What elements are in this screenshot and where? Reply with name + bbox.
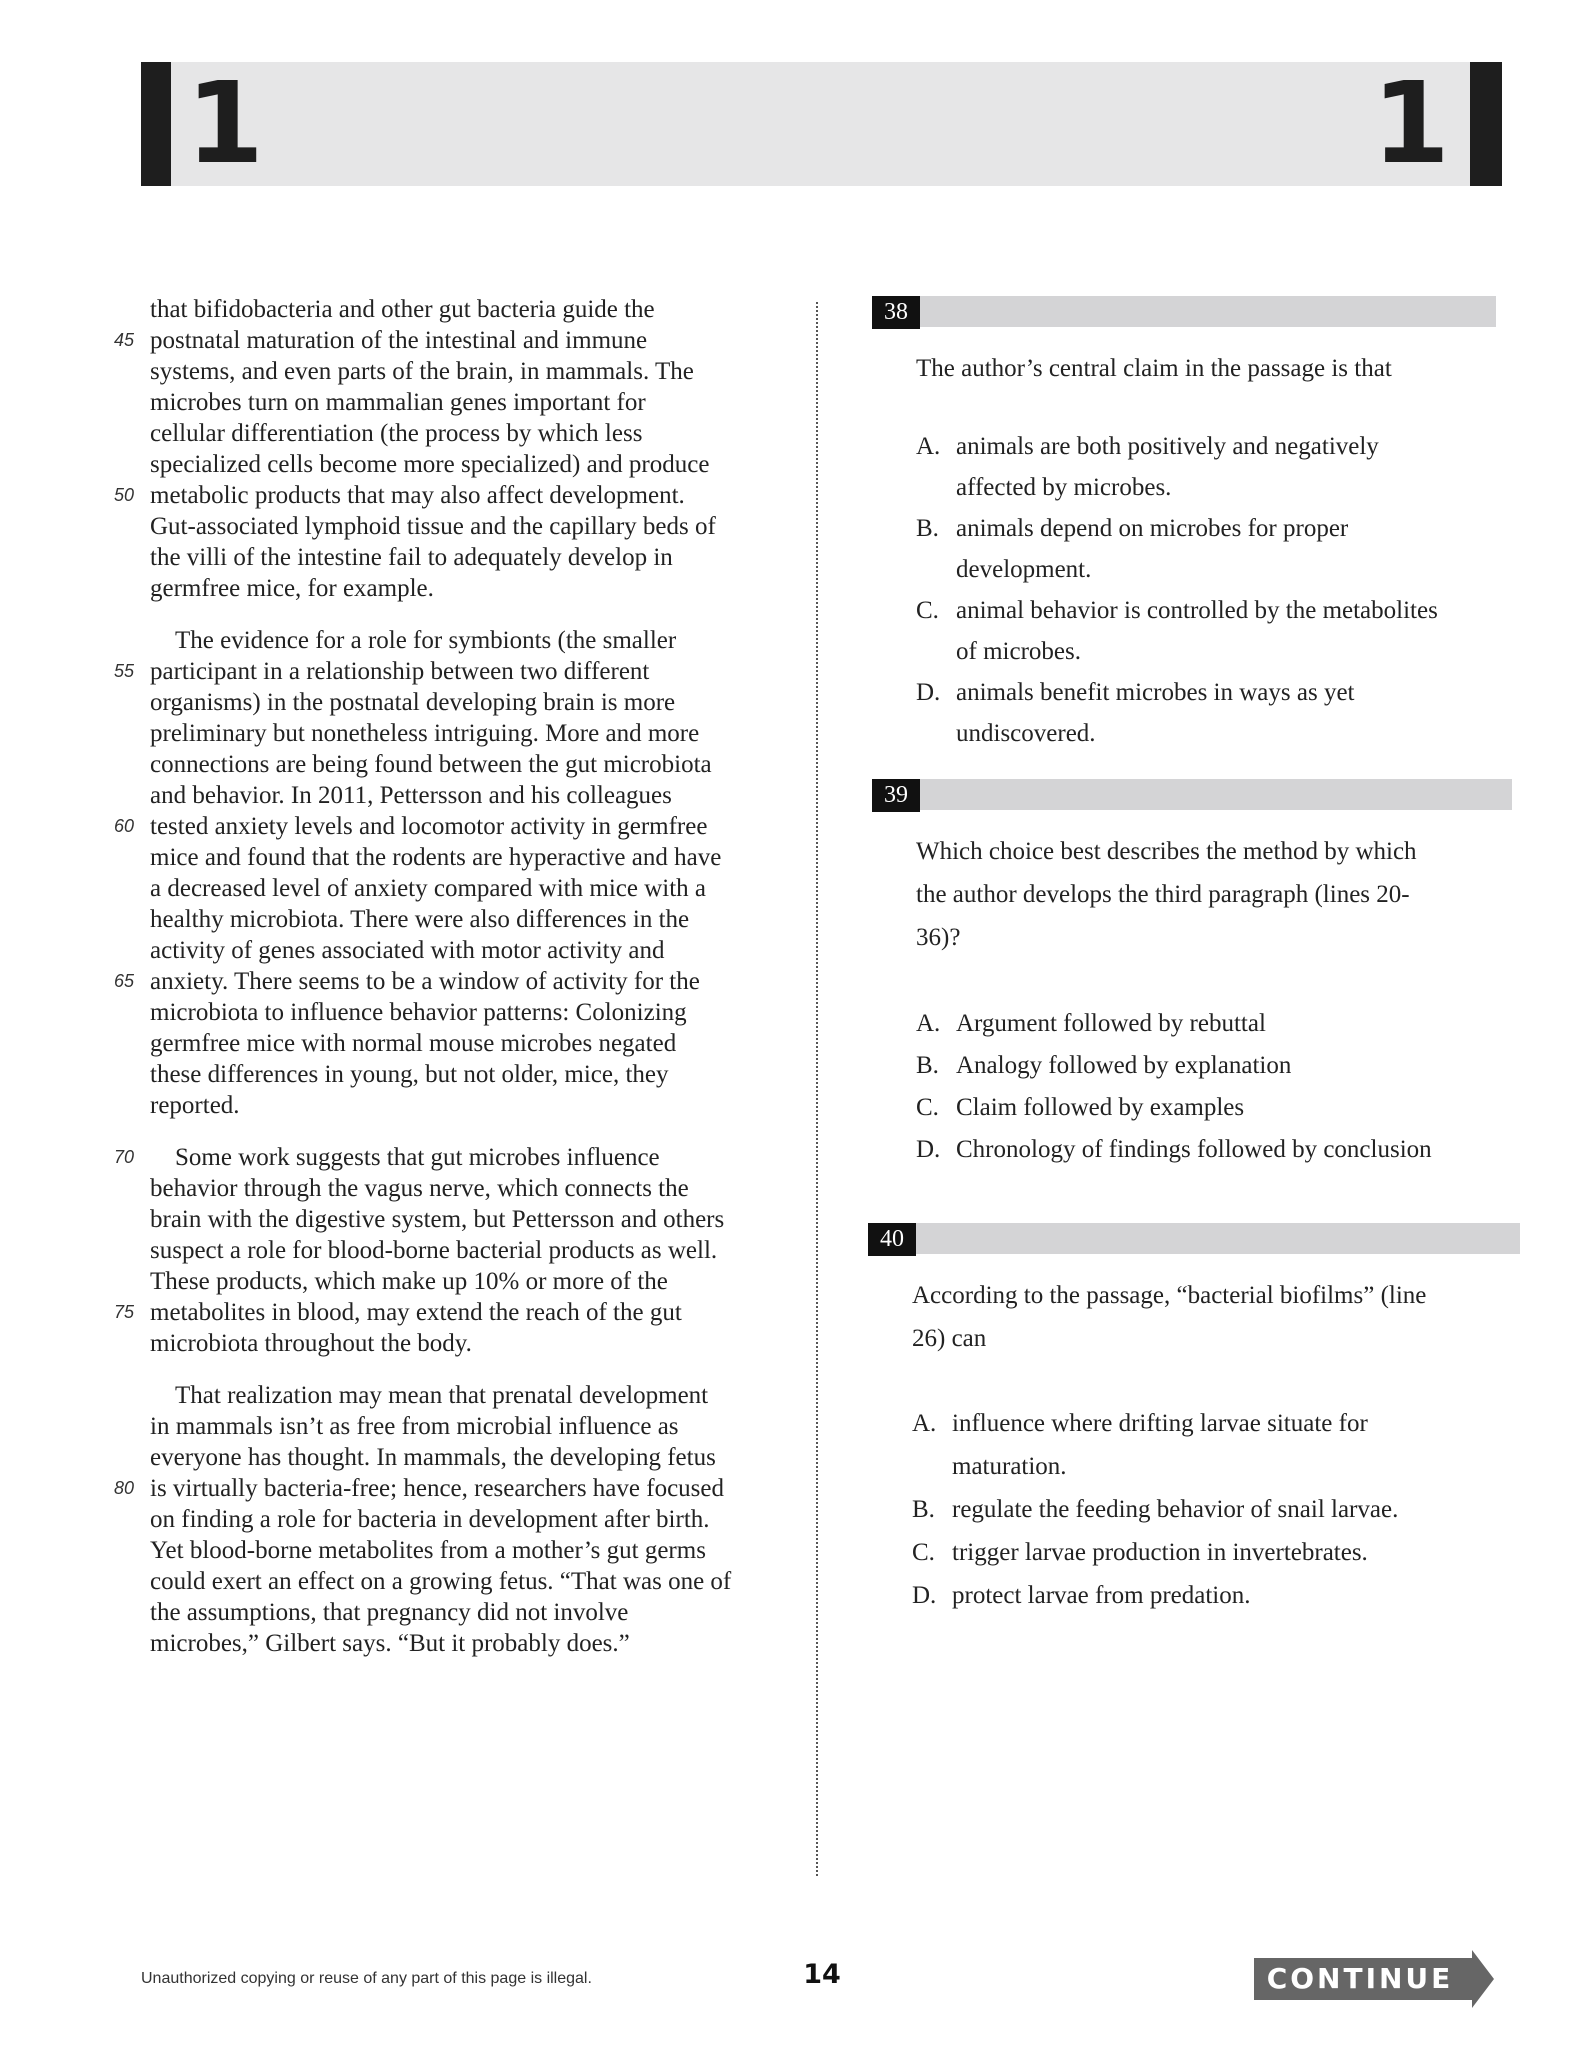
passage-paragraph — [114, 1380, 790, 1659]
line-text: in mammals isn’t as free from microbial influence as — [150, 1413, 679, 1440]
choice-text-line: Analogy followed by explanation — [956, 1052, 1292, 1079]
choice-text-line: protect larvae from predation. — [952, 1582, 1251, 1609]
passage-line — [150, 573, 790, 604]
passage-line — [150, 1380, 790, 1411]
line-text: the assumptions, that pregnancy did not involve — [150, 1599, 629, 1626]
answer-choice-c[interactable] — [916, 590, 1496, 672]
choice-text-line: animals depend on microbes for proper — [956, 515, 1349, 542]
passage-line — [150, 1059, 790, 1090]
line-text: everyone has thought. In mammals, the developing fetus — [150, 1444, 716, 1471]
choice-text-line: regulate the feeding behavior of snail larvae. — [952, 1496, 1399, 1523]
choice-letter: A. — [916, 1010, 941, 1037]
passage-line — [114, 656, 790, 687]
choice-letter: D. — [916, 679, 941, 706]
passage-line — [150, 1597, 790, 1628]
passage-line — [114, 1473, 790, 1504]
line-number: 60 — [114, 816, 135, 836]
passage-line — [150, 625, 790, 656]
choice-letter: A. — [916, 433, 941, 460]
passage-line — [150, 1090, 790, 1121]
line-number: 80 — [114, 1478, 135, 1498]
line-number: 75 — [114, 1302, 135, 1322]
answer-choice-b[interactable] — [912, 1488, 1520, 1531]
line-text: reported. — [150, 1092, 240, 1119]
passage-line — [150, 1566, 790, 1597]
copyright-notice: Unauthorized copying or reuse of any part of this page is illegal. — [141, 1970, 592, 1987]
line-number: 70 — [114, 1147, 135, 1167]
passage-line — [150, 1235, 790, 1266]
line-text: tested anxiety levels and locomotor activity in germfree — [150, 813, 708, 840]
line-text: microbes turn on mammalian genes important for — [150, 389, 646, 416]
line-number: 55 — [114, 661, 135, 681]
line-text: The evidence for a role for symbionts (the smaller — [175, 627, 677, 654]
choice-text-line: animals are both positively and negatively — [956, 433, 1379, 460]
passage-line — [150, 511, 790, 542]
passage-line — [150, 718, 790, 749]
question-header-bar — [872, 779, 1512, 810]
line-text: microbes,” Gilbert says. “But it probably does.” — [150, 1630, 630, 1657]
passage-line — [114, 966, 790, 997]
passage-line — [114, 1297, 790, 1328]
passage-line — [150, 780, 790, 811]
line-text: That realization may mean that prenatal development — [175, 1382, 709, 1409]
section-header-left-bar — [141, 62, 171, 186]
choice-text-line: trigger larvae production in invertebrates. — [952, 1539, 1368, 1566]
continue-label: CONTINUE — [1266, 1962, 1454, 1995]
section-number-right: 1 — [1372, 59, 1450, 189]
line-text: cellular differentiation (the process by which less — [150, 420, 643, 447]
answer-choices — [916, 426, 1496, 754]
choice-letter: C. — [916, 597, 939, 624]
line-text: postnatal maturation of the intestinal and immune — [150, 327, 648, 354]
choice-text-line: animals benefit microbes in ways as yet — [956, 679, 1355, 706]
question-stem-line: According to the passage, “bacterial biofilms” (line — [912, 1282, 1427, 1309]
choice-letter: C. — [916, 1094, 939, 1121]
choice-text-line: influence where drifting larvae situate for — [952, 1410, 1368, 1437]
section-number-left: 1 — [186, 59, 264, 189]
line-number: 65 — [114, 971, 135, 991]
line-text: germfree mice with normal mouse microbes negated — [150, 1030, 677, 1057]
choice-letter: A. — [912, 1410, 937, 1437]
line-text: Yet blood-borne metabolites from a mother’s gut germs — [150, 1537, 706, 1564]
question-stem-line: 36)? — [916, 924, 961, 951]
line-text: microbiota throughout the body. — [150, 1330, 472, 1357]
passage-line — [150, 1173, 790, 1204]
choice-text-line: affected by microbes. — [956, 474, 1172, 501]
line-number: 50 — [114, 485, 135, 505]
question-stem — [916, 830, 1512, 959]
passage-line — [150, 1028, 790, 1059]
answer-choice-d[interactable] — [912, 1574, 1520, 1617]
line-text: Some work suggests that gut microbes influence — [175, 1144, 660, 1171]
passage-paragraph — [114, 294, 790, 604]
line-text: systems, and even parts of the brain, in mammals. The — [150, 358, 694, 385]
question-stem-line: 26) can — [912, 1325, 987, 1352]
answer-choice-a[interactable] — [916, 1003, 1512, 1045]
passage-paragraph — [114, 1142, 790, 1359]
passage-line — [150, 935, 790, 966]
line-text: is virtually bacteria-free; hence, researchers have focused — [150, 1475, 724, 1502]
passage-line — [150, 904, 790, 935]
line-text: suspect a role for blood-borne bacterial products as well. — [150, 1237, 718, 1264]
line-text: participant in a relationship between two different — [150, 658, 650, 685]
choice-letter: D. — [916, 1136, 941, 1163]
line-text: metabolites in blood, may extend the reach of the gut — [150, 1299, 682, 1326]
answer-choice-c[interactable] — [912, 1531, 1520, 1574]
line-text: connections are being found between the gut microbiota — [150, 751, 712, 778]
section-header-band — [141, 59, 1487, 189]
choice-text-line: of microbes. — [956, 638, 1081, 665]
passage-line — [150, 749, 790, 780]
choice-letter: B. — [912, 1496, 935, 1523]
line-text: healthy microbiota. There were also differences in the — [150, 906, 690, 933]
passage-line — [150, 356, 790, 387]
choice-letter: C. — [912, 1539, 935, 1566]
line-text: activity of genes associated with motor activity and — [150, 937, 665, 964]
line-text: that bifidobacteria and other gut bacteria guide the — [150, 296, 655, 323]
passage-line — [150, 1204, 790, 1235]
passage-paragraph — [114, 625, 790, 1121]
passage-line — [150, 1266, 790, 1297]
passage-line — [114, 480, 790, 511]
passage-line — [150, 1442, 790, 1473]
answer-choice-a[interactable] — [912, 1402, 1520, 1488]
question-38 — [872, 296, 1496, 754]
answer-choices — [912, 1402, 1520, 1617]
line-text: a decreased level of anxiety compared with mice with a — [150, 875, 707, 902]
line-text: anxiety. There seems to be a window of activity for the — [150, 968, 700, 995]
passage-line — [150, 1328, 790, 1359]
answer-choice-a[interactable] — [916, 426, 1496, 508]
answer-choice-d[interactable] — [916, 1129, 1512, 1171]
line-text: the villi of the intestine fail to adequately develop in — [150, 544, 673, 571]
continue-button[interactable] — [1254, 1950, 1494, 2008]
line-number: 45 — [114, 330, 135, 350]
line-text: these differences in young, but not older, mice, they — [150, 1061, 669, 1088]
choice-text-line: Claim followed by examples — [956, 1094, 1245, 1121]
answer-choice-c[interactable] — [916, 1087, 1512, 1129]
line-text: on finding a role for bacteria in development after birth. — [150, 1506, 710, 1533]
answer-choice-d[interactable] — [916, 672, 1496, 754]
line-text: behavior through the vagus nerve, which connects the — [150, 1175, 689, 1202]
passage-line — [114, 325, 790, 356]
answer-choice-b[interactable] — [916, 508, 1496, 590]
passage-line — [114, 811, 790, 842]
choice-text-line: animal behavior is controlled by the metabolites — [956, 597, 1438, 624]
passage-line — [150, 873, 790, 904]
question-number: 38 — [872, 296, 920, 329]
choice-letter: B. — [916, 1052, 939, 1079]
question-stem-line: The author’s central claim in the passage is that — [916, 355, 1392, 382]
line-text: microbiota to influence behavior patterns: Colonizing — [150, 999, 687, 1026]
passage-line — [150, 1628, 790, 1659]
question-stem-line: the author develops the third paragraph (lines 20- — [916, 881, 1410, 908]
line-text: organisms) in the postnatal developing brain is more — [150, 689, 676, 716]
line-text: brain with the digestive system, but Pettersson and others — [150, 1206, 725, 1233]
passage-line — [150, 842, 790, 873]
line-text: preliminary but nonetheless intriguing. More and more — [150, 720, 700, 747]
question-header-bar — [868, 1223, 1520, 1254]
passage-line — [150, 387, 790, 418]
question-stem-line: Which choice best describes the method by which — [916, 838, 1417, 865]
passage-line — [150, 1411, 790, 1442]
line-text: specialized cells become more specialized) and produce — [150, 451, 710, 478]
passage-line — [150, 449, 790, 480]
question-number: 39 — [872, 779, 920, 812]
line-text: could exert an effect on a growing fetus. “That was one of — [150, 1568, 732, 1595]
choice-letter: D. — [912, 1582, 937, 1609]
question-stem — [912, 1274, 1520, 1360]
choice-text-line: maturation. — [952, 1453, 1067, 1480]
answer-choice-b[interactable] — [916, 1045, 1512, 1087]
column-divider — [816, 302, 818, 1876]
question-40 — [868, 1223, 1520, 1617]
choice-text-line: development. — [956, 556, 1092, 583]
line-text: metabolic products that may also affect development. — [150, 482, 685, 509]
passage-line — [150, 294, 790, 325]
reading-passage — [114, 294, 790, 1680]
passage-line — [150, 687, 790, 718]
passage-line — [150, 1504, 790, 1535]
choice-text-line: Argument followed by rebuttal — [956, 1010, 1266, 1037]
passage-line — [150, 997, 790, 1028]
passage-line — [150, 1535, 790, 1566]
question-number: 40 — [868, 1223, 916, 1256]
section-header-right-bar — [1470, 62, 1502, 186]
line-text: mice and found that the rodents are hyperactive and have — [150, 844, 722, 871]
choice-text-line: undiscovered. — [956, 720, 1096, 747]
line-text: and behavior. In 2011, Pettersson and his colleagues — [150, 782, 672, 809]
line-text: germfree mice, for example. — [150, 575, 434, 602]
line-text: These products, which make up 10% or more of the — [150, 1268, 668, 1295]
choice-letter: B. — [916, 515, 939, 542]
question-stem — [916, 347, 1496, 390]
line-text: Gut-associated lymphoid tissue and the capillary beds of — [150, 513, 716, 540]
answer-choices — [916, 1003, 1512, 1171]
passage-line — [150, 418, 790, 449]
page-number: 14 — [803, 1959, 841, 1990]
question-39 — [872, 779, 1512, 1171]
passage-line — [150, 542, 790, 573]
passage-line — [114, 1142, 790, 1173]
choice-text-line: Chronology of findings followed by conclusion — [956, 1136, 1432, 1163]
question-header-bar — [872, 296, 1496, 327]
